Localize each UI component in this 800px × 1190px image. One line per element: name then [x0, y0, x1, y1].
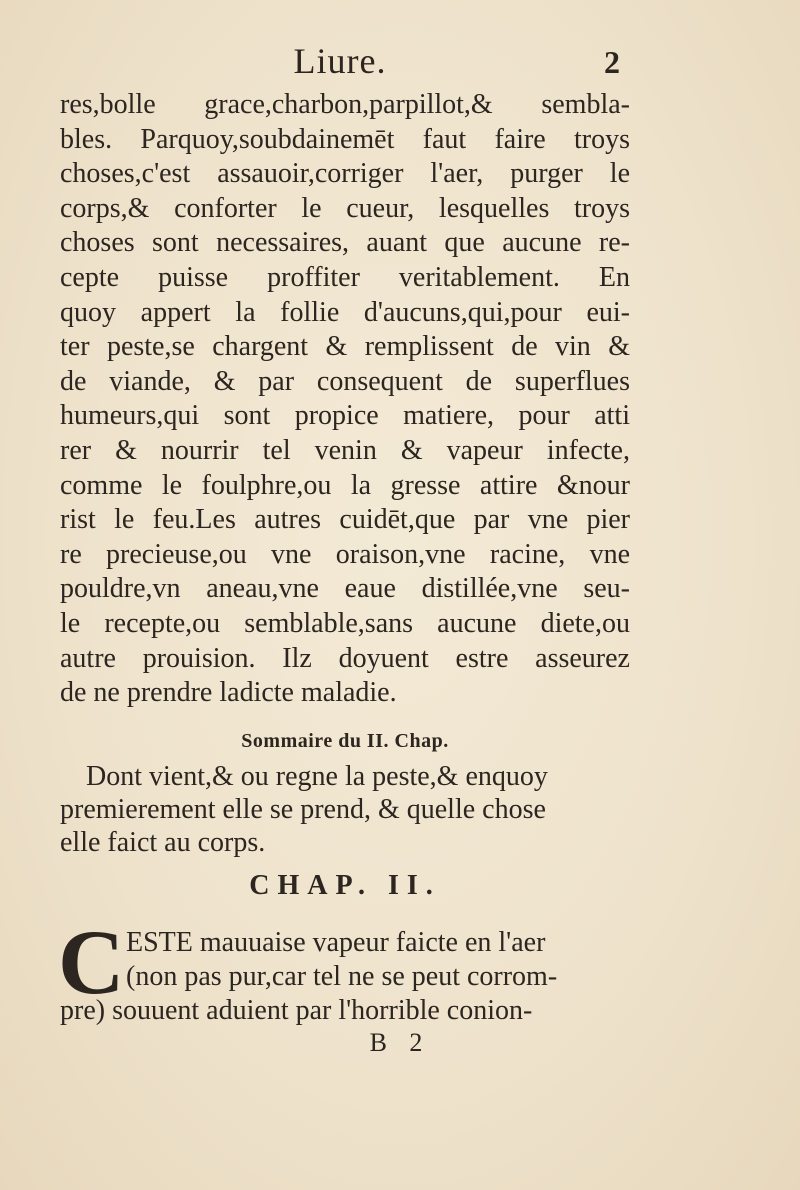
running-head: Liure.	[293, 41, 387, 81]
summary-heading: Sommaire du II. Chap.	[241, 730, 449, 752]
text-line: choses,c'est assauoir,corriger l'aer, purger le	[60, 158, 630, 190]
chapter-paragraph	[60, 926, 630, 1028]
text-line: le recepte,ou semblable,sans aucune diete,ou	[60, 607, 630, 639]
text-line: humeurs,qui sont propice matiere, pour atti	[60, 400, 630, 432]
text-line: res,bolle grace,charbon,parpillot,& sembla-	[60, 89, 630, 120]
summary-line: elle faict au corps.	[60, 827, 266, 858]
page-number: 2	[604, 44, 620, 80]
text-line: comme le foulphre,ou la gresse attire &nour	[60, 469, 630, 501]
text-line: ter peste,se chargent & remplissent de vin &	[60, 331, 630, 363]
summary-paragraph	[60, 760, 630, 859]
chapter-line: pre) souuent aduient par l'horrible conion-	[60, 995, 533, 1026]
text-line: cepte puisse proffiter veritablement. En	[60, 261, 630, 293]
text-line: autre prouision. Ilz doyuent estre asseurez	[60, 642, 630, 674]
text-line: bles. Parquoy,soubdainemēt faut faire troys	[60, 123, 630, 155]
drop-cap-initial: C	[58, 911, 125, 1013]
text-line: corps,& conforter le cueur, lesquelles troys	[60, 192, 630, 224]
body-paragraph	[60, 88, 630, 711]
summary-line: Dont vient,& ou regne la peste,& enquoy	[86, 761, 548, 792]
signature-mark: B 2	[369, 1028, 431, 1057]
text-line: de viande, & par consequent de superflues	[60, 365, 630, 397]
text-line: re precieuse,ou vne oraison,vne racine, vne	[60, 538, 630, 570]
text-line: choses sont necessaires, auant que aucune re-	[60, 227, 630, 259]
chapter-line: ESTE mauuaise vapeur faicte en l'aer	[126, 927, 546, 958]
text-line: quoy appert la follie d'aucuns,qui,pour eui-	[60, 296, 630, 328]
chapter-heading: CHAP. II.	[249, 870, 441, 901]
text-line: rist le feu.Les autres cuidēt,que par vne pier	[60, 504, 630, 536]
summary-line: premierement elle se prend, & quelle chose	[60, 794, 546, 825]
text-line: rer & nourrir tel venin & vapeur infecte,	[60, 434, 630, 466]
page-header	[60, 40, 620, 90]
text-line: pouldre,vn aneau,vne eaue distillée,vne seu-	[60, 573, 630, 605]
chapter-line: (non pas pur,car tel ne se peut corrom-	[126, 961, 558, 992]
text-line: de ne prendre ladicte maladie.	[60, 677, 397, 709]
